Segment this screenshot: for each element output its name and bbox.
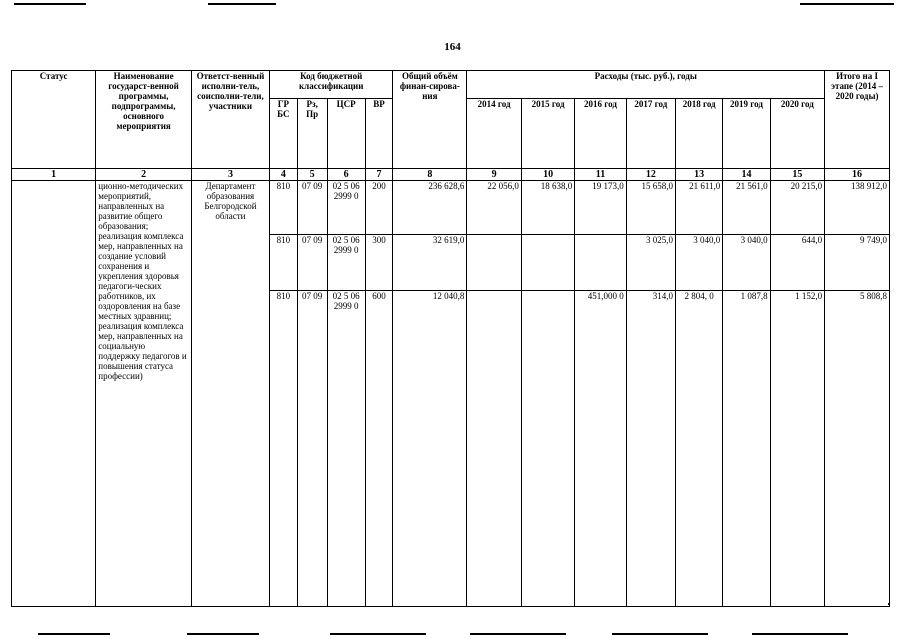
scan-mark bbox=[187, 633, 259, 635]
page-number: 164 bbox=[444, 41, 461, 53]
grbs-cell: 810 bbox=[270, 235, 298, 291]
year-cell bbox=[467, 291, 521, 607]
year-cell: 1 152,0 bbox=[770, 291, 825, 607]
year-cell bbox=[521, 235, 574, 291]
budget-table bbox=[11, 70, 890, 607]
col-header-grbs: ГР БС bbox=[270, 99, 298, 169]
column-number: 15 bbox=[770, 169, 825, 181]
grbs-cell: 810 bbox=[270, 291, 298, 607]
scan-mark bbox=[330, 633, 426, 635]
scan-mark bbox=[38, 633, 110, 635]
year-cell: 314,0 bbox=[626, 291, 675, 607]
stage-cell: 138 912,0 bbox=[825, 181, 890, 235]
column-number: 5 bbox=[297, 169, 327, 181]
col-header-responsible: Ответст-венный исполни-тель, соисполни-тели, участники bbox=[191, 71, 269, 169]
vr-cell: 200 bbox=[365, 181, 393, 235]
scan-mark bbox=[208, 3, 276, 5]
scan-mark bbox=[14, 3, 86, 5]
column-number: 14 bbox=[723, 169, 770, 181]
scan-edge-bottom bbox=[0, 632, 905, 636]
year-cell: 1 087,8 bbox=[723, 291, 770, 607]
col-header-year: 2017 год bbox=[626, 99, 675, 169]
scan-speck bbox=[888, 603, 890, 605]
column-number: 16 bbox=[825, 169, 890, 181]
column-number: 2 bbox=[96, 169, 192, 181]
year-cell bbox=[467, 235, 521, 291]
column-number: 12 bbox=[626, 169, 675, 181]
col-header-year: 2020 год bbox=[770, 99, 825, 169]
column-number: 3 bbox=[191, 169, 269, 181]
column-number: 8 bbox=[393, 169, 467, 181]
column-number: 6 bbox=[327, 169, 365, 181]
stage-cell: 9 749,0 bbox=[825, 235, 890, 291]
scan-mark bbox=[612, 633, 708, 635]
year-cell: 451,000 0 bbox=[575, 291, 626, 607]
grbs-cell: 810 bbox=[270, 181, 298, 235]
responsible-cell: Департамент образования Белгородской области bbox=[191, 181, 269, 607]
scan-mark bbox=[800, 3, 894, 5]
total-cell: 12 040,8 bbox=[393, 291, 467, 607]
col-header-rzpr: Рз, Пр bbox=[297, 99, 327, 169]
year-cell: 3 025,0 bbox=[626, 235, 675, 291]
column-number: 7 bbox=[365, 169, 393, 181]
year-cell: 19 173,0 bbox=[575, 181, 626, 235]
col-header-year: 2014 год bbox=[467, 99, 521, 169]
scan-edge-top bbox=[0, 0, 905, 6]
scan-mark bbox=[752, 633, 848, 635]
column-number: 4 bbox=[270, 169, 298, 181]
header-row-1 bbox=[12, 71, 890, 99]
column-number-row bbox=[12, 169, 890, 181]
year-cell: 21 611,0 bbox=[676, 181, 723, 235]
col-header-year: 2018 год bbox=[676, 99, 723, 169]
stage-cell: 5 808,8 bbox=[825, 291, 890, 607]
vr-cell: 300 bbox=[365, 235, 393, 291]
year-cell bbox=[521, 291, 574, 607]
year-cell: 644,0 bbox=[770, 235, 825, 291]
csr-cell: 02 5 06 2999 0 bbox=[327, 181, 365, 235]
col-header-status: Статус bbox=[12, 71, 96, 169]
year-cell: 18 638,0 bbox=[521, 181, 574, 235]
year-cell: 22 056,0 bbox=[467, 181, 521, 235]
column-number: 11 bbox=[575, 169, 626, 181]
col-header-csr: ЦСР bbox=[327, 99, 365, 169]
col-header-vr: ВР bbox=[365, 99, 393, 169]
csr-cell: 02 5 06 2999 0 bbox=[327, 291, 365, 607]
name-cell: ционно-методических мероприятий, направленных на развитие общего образования; реализация комплекса мер, направленных на создание условий сохранения и укрепления здоровья педагоги-ческих работников, их оздоровления на базе местных здравниц; реализация комплекса мер, направленных на социальную поддержку педагогов и повышения статуса профессии) bbox=[96, 181, 192, 607]
col-header-expenses: Расходы (тыс. руб.), годы bbox=[467, 71, 825, 99]
column-number: 13 bbox=[676, 169, 723, 181]
col-header-year: 2016 год bbox=[575, 99, 626, 169]
year-cell: 2 804, 0 bbox=[676, 291, 723, 607]
status-cell bbox=[12, 181, 96, 607]
col-header-total: Общий объём финан-сирова-ния bbox=[393, 71, 467, 169]
rzpr-cell: 07 09 bbox=[297, 181, 327, 235]
total-cell: 32 619,0 bbox=[393, 235, 467, 291]
year-cell: 3 040,0 bbox=[676, 235, 723, 291]
year-cell: 15 658,0 bbox=[626, 181, 675, 235]
col-header-year: 2015 год bbox=[521, 99, 574, 169]
scan-mark bbox=[470, 633, 566, 635]
col-header-budget-code: Код бюджетной классификации bbox=[270, 71, 393, 99]
year-cell: 3 040,0 bbox=[723, 235, 770, 291]
table-row bbox=[12, 181, 890, 235]
vr-cell: 600 bbox=[365, 291, 393, 607]
year-cell: 21 561,0 bbox=[723, 181, 770, 235]
column-number: 10 bbox=[521, 169, 574, 181]
col-header-name: Наименование государст-венной программы, подпрограммы, основного мероприятия bbox=[96, 71, 192, 169]
col-header-year: 2019 год bbox=[723, 99, 770, 169]
total-cell: 236 628,6 bbox=[393, 181, 467, 235]
year-cell bbox=[575, 235, 626, 291]
rzpr-cell: 07 09 bbox=[297, 291, 327, 607]
col-header-stage: Итого на I этапе (2014 – 2020 годы) bbox=[825, 71, 890, 169]
csr-cell: 02 5 06 2999 0 bbox=[327, 235, 365, 291]
rzpr-cell: 07 09 bbox=[297, 235, 327, 291]
year-cell: 20 215,0 bbox=[770, 181, 825, 235]
column-number: 1 bbox=[12, 169, 96, 181]
column-number: 9 bbox=[467, 169, 521, 181]
